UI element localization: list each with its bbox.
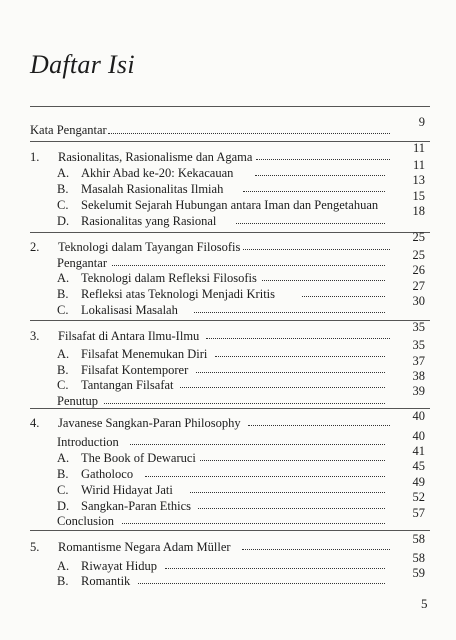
item-letter: C. [57, 198, 69, 212]
item-title: Lokalisasi Masalah [81, 303, 178, 317]
page-number: 11 [412, 141, 425, 155]
dot-leader [165, 568, 385, 569]
chapter-rule [30, 320, 430, 321]
page-number: 59 [412, 566, 425, 580]
toc-item-3b [57, 363, 397, 377]
page-title: Daftar Isi [30, 50, 135, 79]
dot-leader [243, 191, 385, 192]
item-title: Introduction [57, 435, 119, 449]
dot-leader [104, 403, 385, 404]
item-title: Sangkan-Paran Ethics [81, 499, 192, 513]
page-number: 25 [412, 230, 425, 244]
item-letter: A. [57, 347, 70, 361]
dot-leader [256, 159, 390, 160]
item-title: Sekelumit Sejarah Hubungan antara Iman dan Pengetahuan [81, 198, 379, 212]
toc-item-3a [57, 347, 397, 361]
page-number: 13 [412, 173, 425, 187]
dot-leader [180, 387, 385, 388]
dot-leader [196, 372, 385, 373]
page-number: 26 [412, 263, 425, 277]
page-number: 35 [412, 338, 425, 352]
page-number: 58 [412, 532, 425, 546]
dot-leader [200, 460, 385, 461]
chapter-title: Romantisme Negara Adam Müller [58, 540, 231, 554]
dot-leader [130, 444, 385, 445]
item-letter: B. [57, 182, 69, 196]
item-title: The Book of Dewaruci [81, 451, 196, 465]
toc-chapter-2 [30, 240, 390, 254]
toc-item-3c [57, 378, 397, 392]
item-letter: C. [57, 378, 69, 392]
dot-leader [122, 523, 385, 524]
page-number: 37 [412, 354, 425, 368]
page-number: 30 [412, 294, 425, 308]
dot-leader [243, 249, 390, 250]
chapter-title: Javanese Sangkan-Paran Philosophy [58, 416, 241, 430]
page-number: 57 [412, 506, 425, 520]
chapter-title: Rasionalitas, Rasionalisme dan Agama [58, 150, 253, 164]
page-folio: 5 [421, 596, 428, 611]
dot-leader [138, 583, 385, 584]
toc-chapter-4 [30, 416, 390, 430]
dot-leader [198, 508, 385, 509]
toc-item-2b [57, 287, 397, 301]
page-number: 9 [418, 115, 425, 129]
item-letter: C. [57, 303, 69, 317]
toc-item-3-closing [57, 394, 397, 408]
page-number: 15 [412, 189, 425, 203]
toc-item-4a [57, 451, 397, 465]
item-title: Penutup [57, 394, 98, 408]
item-title: Wirid Hidayat Jati [81, 483, 173, 497]
page-number: 52 [412, 490, 425, 504]
page-number: 45 [412, 459, 425, 473]
chapter-number: 5. [30, 540, 40, 554]
dot-leader [255, 175, 385, 176]
dot-leader [206, 338, 390, 339]
chapter-number: 4. [30, 416, 40, 430]
item-letter: B. [57, 287, 69, 301]
page-number: 18 [412, 204, 425, 218]
toc-item-1c [57, 198, 417, 212]
item-title: Rasionalitas yang Rasional [81, 214, 217, 228]
toc-item-2-intro [57, 256, 397, 270]
page-number: 39 [412, 384, 425, 398]
item-letter: B. [57, 363, 69, 377]
item-title: Masalah Rasionalitas Ilmiah [81, 182, 224, 196]
dot-leader [190, 492, 385, 493]
dot-leader [145, 476, 385, 477]
chapter-title: Filsafat di Antara Ilmu-Ilmu [58, 329, 200, 343]
item-title: Romantik [81, 574, 131, 588]
item-letter: A. [57, 166, 70, 180]
toc-item-2a [57, 271, 397, 285]
item-title: Gatholoco [81, 467, 134, 481]
chapter-rule [30, 141, 430, 142]
toc-chapter-5 [30, 540, 390, 554]
page-number: 40 [412, 429, 425, 443]
item-title: Refleksi atas Teknologi Menjadi Kritis [81, 287, 276, 301]
item-letter: A. [57, 271, 70, 285]
item-letter: C. [57, 483, 69, 497]
dot-leader [108, 133, 390, 134]
toc-item-4d [57, 499, 397, 513]
dot-leader [112, 265, 385, 266]
dot-leader [194, 312, 385, 313]
item-letter: A. [57, 559, 70, 573]
dot-leader [262, 280, 385, 281]
toc-item-1b [57, 182, 397, 196]
toc-item-4-intro [57, 435, 397, 449]
page-number: 41 [412, 444, 425, 458]
item-letter: D. [57, 214, 70, 228]
toc-chapter-3 [30, 329, 390, 343]
chapter-number: 3. [30, 329, 40, 343]
page-number: 40 [412, 409, 425, 423]
page-number: 49 [412, 475, 425, 489]
item-letter: D. [57, 499, 70, 513]
item-title: Tantangan Filsafat [81, 378, 174, 392]
toc-item-4c [57, 483, 397, 497]
item-title: Filsafat Menemukan Diri [81, 347, 208, 361]
dot-leader [248, 425, 390, 426]
chapter-rule [30, 530, 430, 531]
toc-entry-kata-pengantar [30, 123, 390, 137]
page-number: 11 [412, 158, 425, 172]
chapter-rule [30, 232, 430, 233]
page-number: 27 [412, 279, 425, 293]
toc-item-5b [57, 574, 397, 588]
page-number: 35 [412, 320, 425, 334]
toc-item-4-conclusion [57, 514, 397, 528]
toc-item-4b [57, 467, 397, 481]
toc-item-1d [57, 214, 397, 228]
chapter-title: Teknologi dalam Tayangan Filosofis [58, 240, 241, 254]
toc-item-2c [57, 303, 397, 317]
item-title: Pengantar [57, 256, 107, 270]
dot-leader [302, 296, 385, 297]
item-title: Filsafat Kontemporer [81, 363, 189, 377]
item-letter: A. [57, 451, 70, 465]
dot-leader [242, 549, 390, 550]
entry-label: Kata Pengantar [30, 123, 107, 137]
item-letter: B. [57, 574, 69, 588]
item-title: Conclusion [57, 514, 114, 528]
dot-leader [215, 356, 385, 357]
item-title: Akhir Abad ke-20: Kekacauan [81, 166, 234, 180]
page-number: 38 [412, 369, 425, 383]
chapter-number: 1. [30, 150, 40, 164]
page-number: 25 [412, 248, 425, 262]
item-title: Teknologi dalam Refleksi Filosofis [81, 271, 257, 285]
chapter-number: 2. [30, 240, 40, 254]
dot-leader [236, 223, 385, 224]
page-number: 58 [412, 551, 425, 565]
toc-item-5a [57, 559, 397, 573]
chapter-rule [30, 408, 430, 409]
toc-item-1a [57, 166, 397, 180]
item-title: Riwayat Hidup [81, 559, 158, 573]
title-rule [30, 106, 430, 107]
toc-chapter-1 [30, 150, 390, 164]
item-letter: B. [57, 467, 69, 481]
